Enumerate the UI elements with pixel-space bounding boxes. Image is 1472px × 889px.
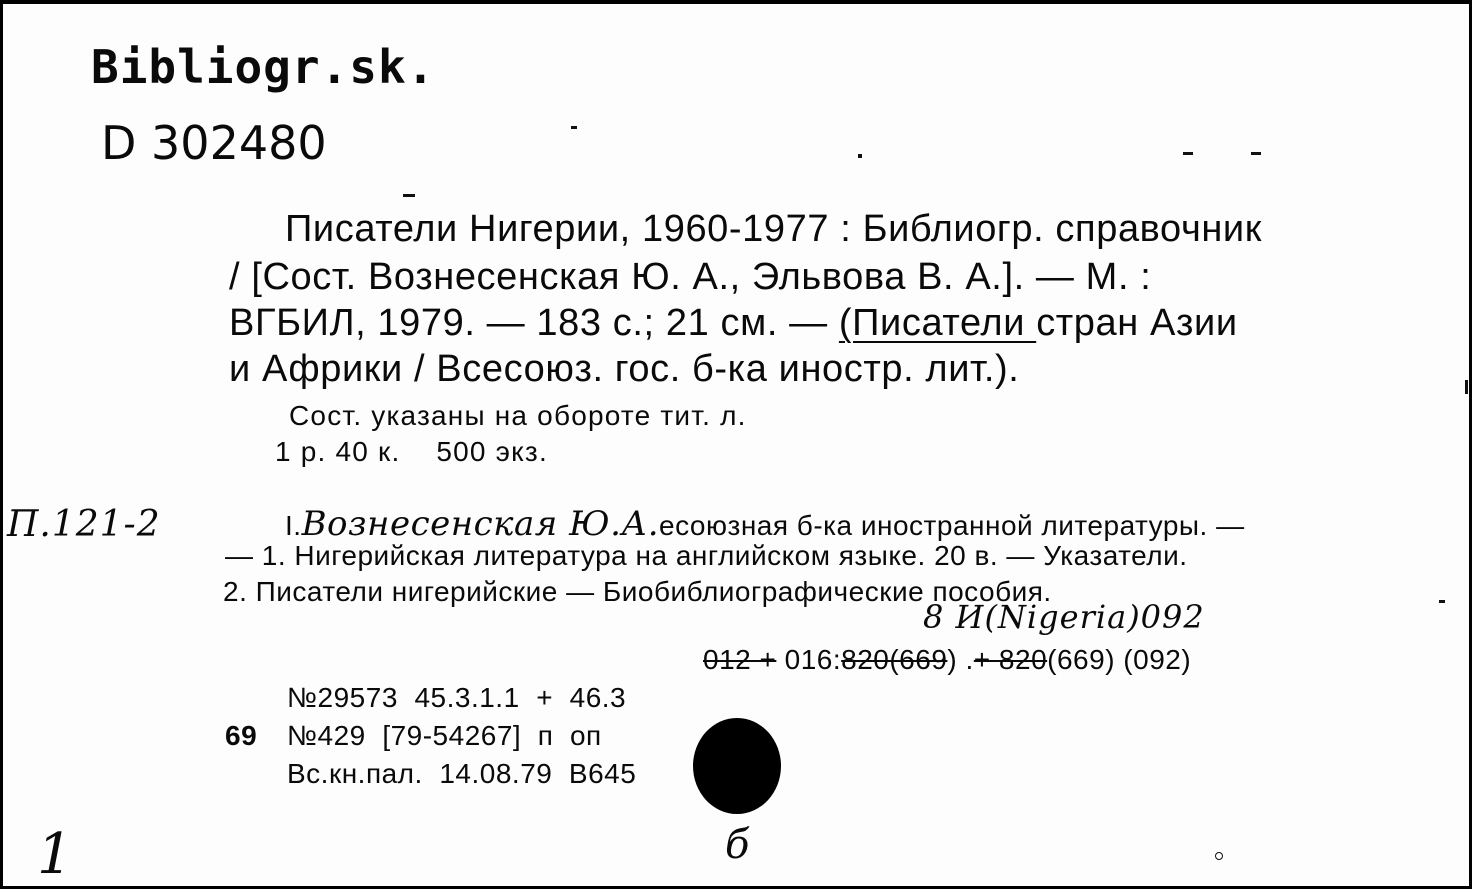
speck — [1215, 852, 1223, 860]
speck — [1439, 600, 1445, 603]
entry-line-2: / [Сост. Вознесенская Ю. А., Эльвова В. А.]. — М. : — [229, 256, 1152, 298]
struck-code-3: + 820 — [973, 644, 1048, 675]
handwritten-classification: 8 И(Nigeria)092 — [923, 598, 1205, 636]
note-compilers: Сост. указаны на обороте тит. л. — [289, 400, 747, 431]
note-price-copies: 1 р. 40 к. 500 экз. — [275, 436, 548, 467]
registry-number-prefix: 69 — [225, 720, 258, 751]
code-mid: ) . — [947, 644, 974, 675]
speck — [1251, 152, 1261, 155]
entry-line-3-end: стран Азии — [1036, 302, 1238, 344]
speck — [858, 154, 862, 158]
punch-hole — [693, 718, 781, 814]
registry-line-1: №29573 45.3.1.1 + 46.3 — [287, 682, 627, 713]
handwritten-number-1: 1 — [37, 822, 73, 887]
subject-line-3: 2. Писатели нигерийские — Биобиблиографические пособия. — [223, 576, 1052, 607]
code-start: 016: — [776, 644, 842, 675]
registry-line-3: Вс.кн.пал. 14.08.79 В645 — [287, 758, 637, 789]
handwritten-author: Вознесенская Ю.А. — [301, 504, 660, 544]
speck — [1183, 152, 1193, 155]
code-end: (669) (092) — [1047, 644, 1192, 675]
subject-prefix: I. — [285, 510, 302, 541]
speck — [403, 194, 415, 197]
call-number: D 302480 — [101, 116, 327, 170]
speck — [571, 126, 577, 129]
subject-line-1 — [285, 504, 1245, 544]
subject-line-2: — 1. Нигерийская литература на английском языке. 20 в. — Указатели. — [225, 540, 1188, 571]
entry-line-3-start: ВГБИЛ, 1979. — 183 с.; 21 см. — — [229, 302, 839, 344]
classification-code — [703, 644, 1191, 676]
entry-line-3 — [229, 302, 1238, 345]
entry-line-4: и Африки / Всесоюз. гос. б-ка иностр. лит.). — [229, 348, 1020, 390]
margin-handwritten-mark: П.121-2 — [7, 504, 161, 545]
subject-line-1-end: есоюзная б-ка иностранной литературы. — — [659, 510, 1245, 541]
series-underlined: (Писатели — [838, 302, 1037, 344]
struck-code-2: 820(669 — [841, 644, 948, 675]
struck-code-1: 012 + — [703, 644, 777, 675]
speck — [1465, 380, 1468, 394]
handwritten-mark-bottom: б — [725, 822, 750, 868]
section-heading: Bibliogr.sk. — [91, 40, 436, 94]
entry-line-1: Писатели Нигерии, 1960-1977 : Библиогр. справочник — [285, 208, 1262, 250]
registry-line-2: №429 [79-54267] п оп — [287, 720, 602, 751]
